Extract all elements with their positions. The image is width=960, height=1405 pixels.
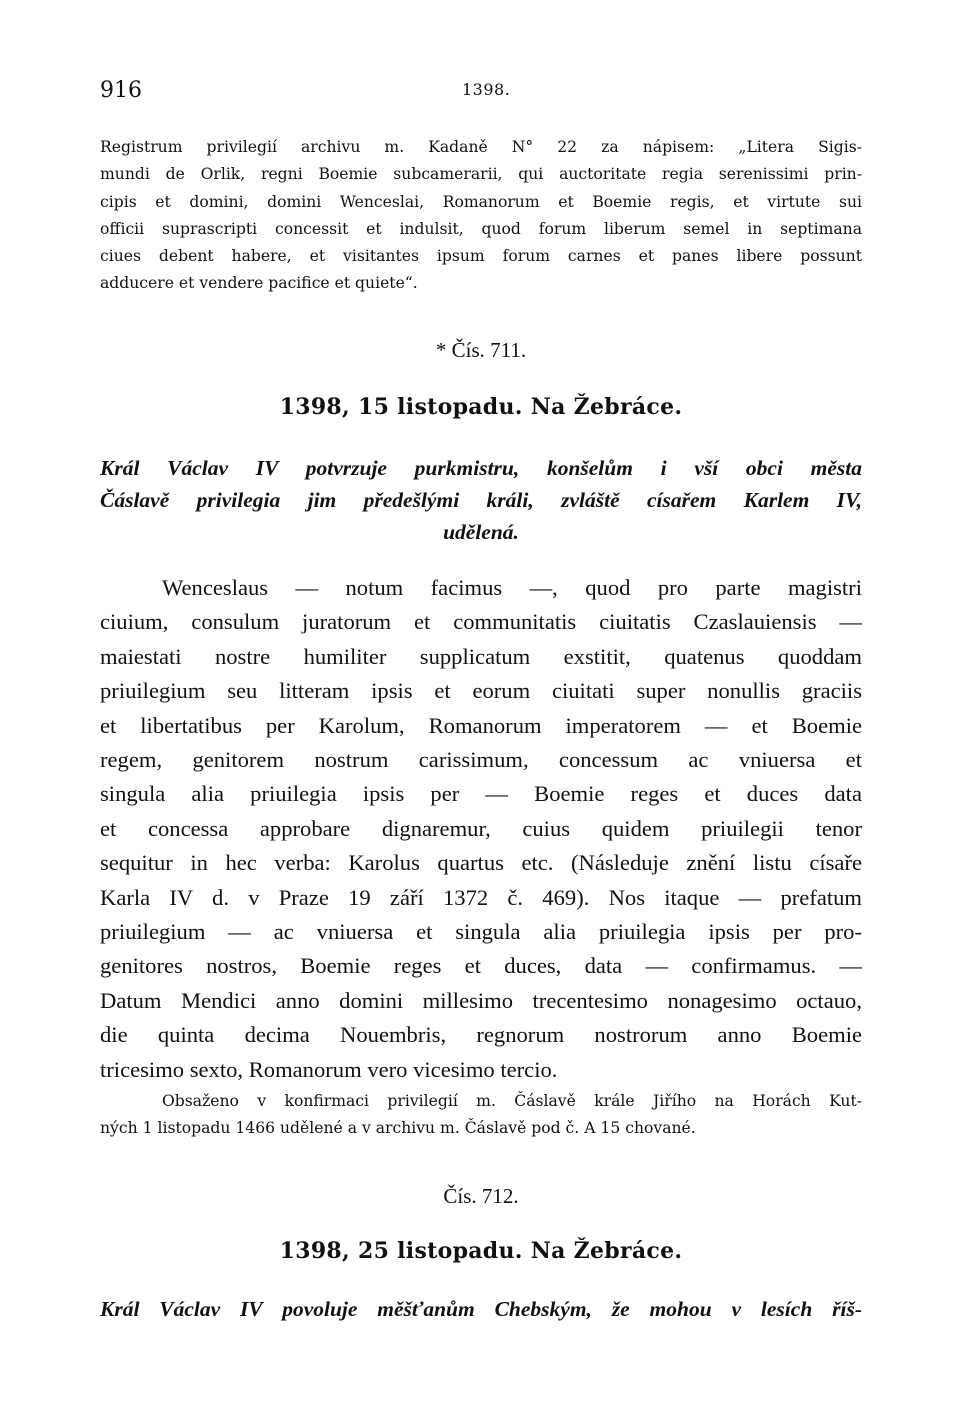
charter-text-line: Karla IV d. v Praze 19 září 1372 č. 469). Nos itaque — prefatum (100, 884, 862, 910)
regest-line: udělená. (443, 520, 519, 544)
charter-text-line: et concessa approbare dignaremur, cuius quidem priuilegii tenor (100, 815, 862, 841)
document-date-heading-711: 1398, 15 listopadu. Na Žebráce. (279, 394, 683, 420)
register-note-line: officii suprascripti concessit et indulsit, quod forum liberum semel in septimana (100, 219, 862, 238)
register-note-line: ciues debent habere, et visitantes ipsum forum carnes et panes libere possunt (100, 247, 862, 266)
document-number-711: * Čís. 711. (435, 338, 527, 362)
document-date-heading-712: 1398, 25 listopadu. Na Žebráce. (279, 1238, 683, 1264)
register-note-line: mundi de Orlik, regni Boemie subcamerarii, qui auctoritate regia serenissimi prin- (100, 165, 862, 184)
running-head-year: 1398. (462, 80, 511, 99)
charter-text-line: regem, genitorem nostrum carissimum, concessum ac vniuersa et (100, 747, 862, 773)
page-header (100, 78, 860, 108)
source-note-711 (100, 1088, 862, 1143)
register-note-line: adducere et vendere pacifice et quiete“. (100, 274, 418, 293)
source-note-line: Obsaženo v konfirmaci privilegií m. Čáslavě krále Jiřího na Horách Kut- (162, 1092, 862, 1110)
charter-text-line: priuilegium — ac vniuersa et singula alia priuilegia ipsis per pro- (100, 919, 862, 945)
regest-line: Král Václav IV povoluje měšťanům Chebským, že mohou v lesích říš- (100, 1297, 862, 1321)
charter-text-line: die quinta decima Nouembris, regnorum nostrorum anno Boemie (100, 1022, 862, 1048)
source-note-line: ných 1 listopadu 1466 udělené a v archivu m. Čáslavě pod č. A 15 chované. (100, 1119, 696, 1138)
charter-text-line: priuilegium seu litteram ipsis et eorum ciuitati super nonullis graciis (100, 678, 862, 704)
charter-text-line: Datum Mendici anno domini millesimo trecentesimo nonagesimo octauo, (100, 987, 862, 1013)
charter-text-line: tricesimo sexto, Romanorum vero vicesimo tercio. (100, 1056, 558, 1082)
regest-711 (100, 452, 862, 548)
charter-text-line: genitores nostros, Boemie reges et duces, data — confirmamus. — (100, 953, 862, 979)
charter-text-711 (100, 571, 862, 1087)
document-number-712: Čís. 712. (443, 1184, 519, 1208)
charter-text-line: singula alia priuilegia ipsis per — Boemie reges et duces data (100, 781, 862, 807)
charter-text-line: et libertatibus per Karolum, Romanorum imperatorem — et Boemie (100, 712, 862, 738)
register-note (100, 134, 862, 298)
register-note-line: cipis et domini, domini Wenceslai, Romanorum et Boemie regis, et virtute sui (100, 192, 862, 211)
regest-line: Čáslavě privilegia jim předešlými králi, zvláště císařem Karlem IV, (100, 488, 862, 512)
register-note-line: Registrum privilegií archivu m. Kadaně N° 22 za nápisem: „Litera Sigis- (100, 138, 862, 156)
charter-text-line: ciuium, consulum juratorum et communitatis ciuitatis Czaslauiensis — (100, 609, 862, 635)
regest-712 (100, 1293, 862, 1325)
regest-line: Král Václav IV potvrzuje purkmistru, konšelům i vší obci města (100, 456, 862, 480)
page-number: 916 (100, 78, 142, 103)
charter-text-line: sequitur in hec verba: Karolus quartus etc. (Následuje znění listu císaře (100, 850, 862, 876)
charter-text-line: maiestati nostre humiliter supplicatum exstitit, quatenus quoddam (100, 643, 862, 669)
charter-text-line: Wenceslaus — notum facimus —, quod pro parte magistri (162, 575, 862, 600)
